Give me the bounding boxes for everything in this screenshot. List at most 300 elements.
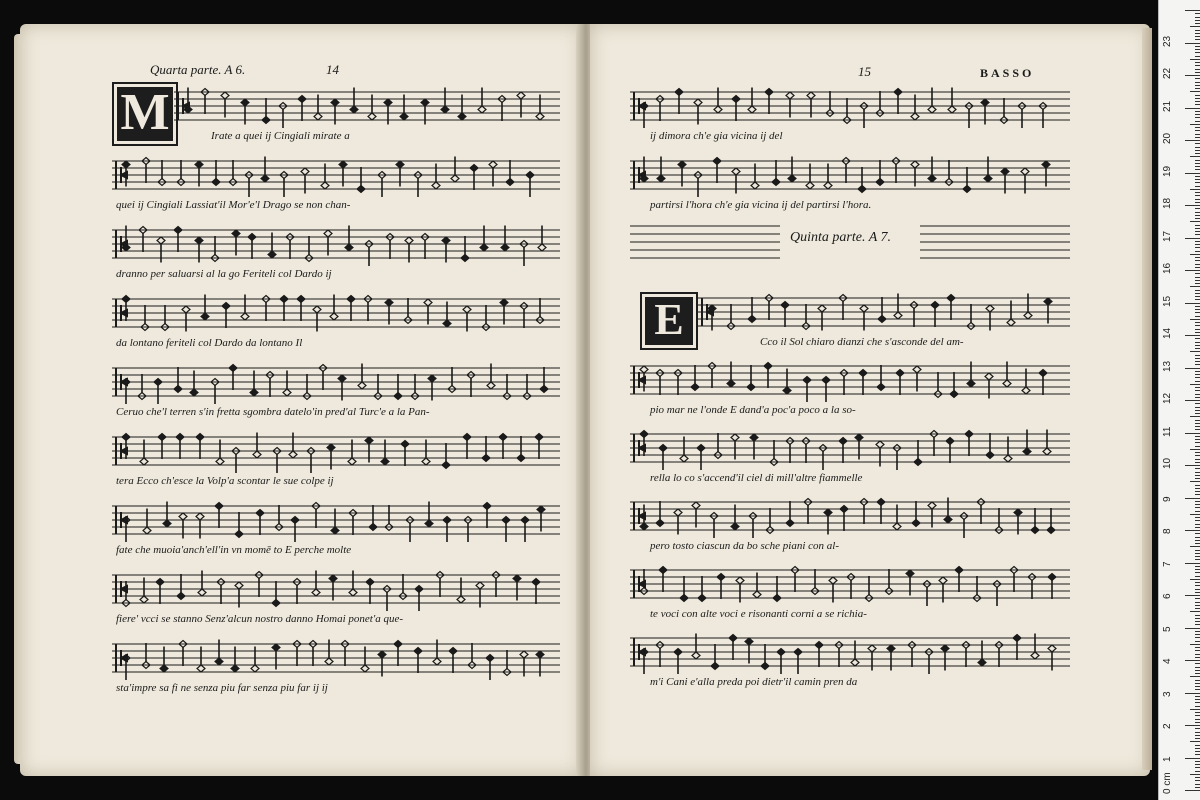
ruler-tick	[1195, 283, 1200, 284]
ruler-tick	[1195, 683, 1200, 684]
ruler-tick	[1195, 358, 1200, 359]
ruler-tick	[1195, 696, 1200, 697]
ruler-number: 0 cm	[1162, 772, 1173, 794]
ruler-tick	[1195, 722, 1200, 723]
ruler-tick	[1195, 251, 1200, 252]
ruler-tick	[1195, 338, 1200, 339]
ruler-tick	[1185, 303, 1200, 304]
music-staff	[112, 151, 560, 199]
ruler-tick	[1195, 689, 1200, 690]
ruler-tick	[1195, 264, 1200, 265]
ruler-tick	[1195, 361, 1200, 362]
ruler-tick	[1195, 199, 1200, 200]
ruler-tick	[1185, 758, 1200, 759]
lyric-line: tera Ecco ch'esce la Volp'a scontar le sue colpe ij	[116, 475, 334, 487]
ruler-tick	[1195, 702, 1200, 703]
ruler-tick	[1185, 433, 1200, 434]
ruler-tick	[1190, 774, 1200, 775]
ruler-tick	[1185, 43, 1200, 44]
ruler-tick	[1185, 498, 1200, 499]
ruler-tick	[1185, 335, 1200, 336]
ruler-tick	[1190, 351, 1200, 352]
ruler-tick	[1195, 150, 1200, 151]
ruler-tick	[1190, 644, 1200, 645]
lyric-line: quei ij Cingiali Lassiat'il Mor'e'l Drago se non chan-	[116, 199, 351, 211]
ruler-tick	[1195, 179, 1200, 180]
ruler-number: 17	[1162, 230, 1173, 242]
ruler-tick	[1195, 517, 1200, 518]
ruler-tick	[1195, 475, 1200, 476]
ruler-tick	[1195, 153, 1200, 154]
ruler-tick	[1195, 316, 1200, 317]
ruler-tick	[1190, 156, 1200, 157]
ruler-number: 9	[1162, 495, 1173, 502]
lyric-line: sta'impre sa fi ne senza piu far senza piu far ij ij	[116, 682, 328, 694]
ruler-tick	[1195, 605, 1200, 606]
ruler-tick	[1195, 442, 1200, 443]
ruler-tick	[1195, 36, 1200, 37]
ruler-tick	[1195, 556, 1200, 557]
ruler-tick	[1195, 101, 1200, 102]
ruler-tick	[1195, 706, 1200, 707]
ruler-tick	[1185, 400, 1200, 401]
voice-label: BASSO	[980, 66, 1035, 80]
ruler-tick	[1195, 738, 1200, 739]
ruler-number: 23	[1162, 35, 1173, 47]
ruler-tick	[1195, 277, 1200, 278]
ruler-number: 6	[1162, 593, 1173, 599]
ruler-tick	[1195, 403, 1200, 404]
ruler-tick	[1195, 296, 1200, 297]
ruler-tick	[1195, 342, 1200, 343]
ruler-number: 15	[1162, 295, 1173, 307]
ruler-tick	[1195, 654, 1200, 655]
music-staff	[174, 82, 560, 130]
ruler-tick	[1195, 735, 1200, 736]
ruler-tick	[1190, 514, 1200, 515]
ruler-tick	[1195, 767, 1200, 768]
ruler-tick	[1195, 699, 1200, 700]
ruler-tick	[1195, 592, 1200, 593]
empty-staff	[630, 222, 1070, 262]
ruler-tick	[1195, 524, 1200, 525]
ruler-tick	[1195, 423, 1200, 424]
ruler-tick	[1195, 771, 1200, 772]
ruler-tick	[1195, 491, 1200, 492]
ruler-tick	[1195, 163, 1200, 164]
ruler-tick	[1195, 33, 1200, 34]
ruler-tick	[1195, 111, 1200, 112]
ruler-tick	[1185, 790, 1200, 791]
ruler-tick	[1195, 381, 1200, 382]
music-staff	[112, 496, 560, 544]
ruler-tick	[1190, 254, 1200, 255]
ruler-tick	[1195, 247, 1200, 248]
section-title: Quinta parte. A 7.	[790, 230, 891, 245]
ruler-tick	[1195, 680, 1200, 681]
ruler-tick	[1195, 293, 1200, 294]
ruler-tick	[1195, 13, 1200, 14]
ruler-tick	[1195, 439, 1200, 440]
music-staff	[630, 560, 1070, 608]
ruler-tick	[1195, 468, 1200, 469]
ruler-tick	[1195, 98, 1200, 99]
ruler-tick	[1195, 364, 1200, 365]
ruler-tick	[1190, 481, 1200, 482]
ruler-tick	[1190, 709, 1200, 710]
ruler-tick	[1195, 585, 1200, 586]
ruler-tick	[1195, 501, 1200, 502]
ruler-tick	[1195, 413, 1200, 414]
ruler-tick	[1195, 241, 1200, 242]
ruler-tick	[1185, 595, 1200, 596]
ruler-tick	[1195, 504, 1200, 505]
ruler-tick	[1195, 598, 1200, 599]
ruler-number: 12	[1162, 392, 1173, 404]
ruler-tick	[1190, 319, 1200, 320]
ruler-tick	[1195, 745, 1200, 746]
ruler-tick	[1195, 143, 1200, 144]
ruler-tick	[1195, 186, 1200, 187]
ruler-tick	[1195, 374, 1200, 375]
ruler-tick	[1195, 30, 1200, 31]
ruler-tick	[1195, 345, 1200, 346]
ruler-tick	[1195, 49, 1200, 50]
ruler-tick	[1195, 488, 1200, 489]
music-staff	[630, 424, 1070, 472]
ruler-tick	[1195, 195, 1200, 196]
lyric-line: te voci con alte voci e risonanti corni a se richia-	[650, 608, 867, 620]
ruler-tick	[1190, 286, 1200, 287]
ruler-tick	[1195, 52, 1200, 53]
right-page	[590, 24, 1150, 776]
lyric-line: fiere' vcci se stanno Senz'alcun nostro danno Homai ponet'a que-	[116, 613, 403, 625]
ruler-tick	[1195, 88, 1200, 89]
ruler-tick	[1185, 725, 1200, 726]
ruler-tick	[1195, 137, 1200, 138]
ruler-tick	[1195, 208, 1200, 209]
ruler-tick	[1190, 59, 1200, 60]
lyric-line: fate che muoia'anch'ell'in vn momē to E perche molte	[116, 544, 352, 556]
ruler-tick	[1195, 459, 1200, 460]
open-book	[14, 24, 1150, 776]
ruler-tick	[1195, 134, 1200, 135]
ruler-tick	[1195, 182, 1200, 183]
ruler-tick	[1195, 618, 1200, 619]
ruler-tick	[1195, 582, 1200, 583]
ruler-tick	[1195, 267, 1200, 268]
ruler-tick	[1195, 637, 1200, 638]
left-page	[20, 24, 582, 776]
ruler-tick	[1195, 533, 1200, 534]
ruler-tick	[1195, 202, 1200, 203]
ruler-tick	[1195, 589, 1200, 590]
ruler-tick	[1195, 673, 1200, 674]
music-staff	[698, 288, 1070, 336]
ruler-tick	[1195, 348, 1200, 349]
ruler-tick	[1195, 218, 1200, 219]
ruler-tick	[1190, 221, 1200, 222]
ruler-tick	[1195, 371, 1200, 372]
ruler-number: 1	[1162, 755, 1173, 762]
ruler-tick	[1195, 764, 1200, 765]
ruler-tick	[1195, 719, 1200, 720]
ruler-tick	[1195, 641, 1200, 642]
ruler-tick	[1195, 426, 1200, 427]
ruler-tick	[1195, 715, 1200, 716]
ruler-tick	[1195, 780, 1200, 781]
lyric-line: Cco il Sol chiaro dianzi che s'asconde del am-	[760, 336, 964, 348]
ruler-tick	[1185, 75, 1200, 76]
ruler-tick	[1195, 46, 1200, 47]
ruler-tick	[1185, 270, 1200, 271]
music-staff	[630, 628, 1070, 676]
ruler-tick	[1195, 650, 1200, 651]
ruler-tick	[1195, 429, 1200, 430]
ruler-tick	[1195, 332, 1200, 333]
ruler-tick	[1195, 160, 1200, 161]
ruler-number: 10	[1162, 457, 1173, 469]
ruler-number: 14	[1162, 327, 1173, 339]
ruler-number: 4	[1162, 658, 1173, 664]
ruler-tick	[1190, 449, 1200, 450]
ruler-tick	[1195, 670, 1200, 671]
ruler-tick	[1195, 520, 1200, 521]
measuring-ruler	[1158, 0, 1200, 800]
ruler-tick	[1195, 446, 1200, 447]
ruler-tick	[1195, 72, 1200, 73]
ruler-tick	[1195, 761, 1200, 762]
ruler-tick	[1195, 569, 1200, 570]
ruler-tick	[1195, 543, 1200, 544]
ruler-tick	[1195, 257, 1200, 258]
ruler-tick	[1195, 78, 1200, 79]
lyric-line: ij dimora ch'e gia vicina ij del	[650, 130, 783, 142]
ruler-number: 11	[1162, 426, 1173, 437]
music-staff	[630, 151, 1070, 199]
ruler-tick	[1195, 215, 1200, 216]
music-staff	[112, 289, 560, 337]
ruler-tick	[1195, 462, 1200, 463]
music-staff	[112, 220, 560, 268]
ruler-tick	[1195, 624, 1200, 625]
ruler-tick	[1195, 410, 1200, 411]
ruler-tick	[1195, 748, 1200, 749]
ruler-tick	[1195, 306, 1200, 307]
ruler-tick	[1195, 329, 1200, 330]
ruler-tick	[1195, 234, 1200, 235]
ruler-tick	[1195, 127, 1200, 128]
ruler-tick	[1190, 579, 1200, 580]
ruler-tick	[1195, 95, 1200, 96]
ruler-tick	[1195, 85, 1200, 86]
ruler-tick	[1195, 559, 1200, 560]
ruler-tick	[1195, 615, 1200, 616]
ruler-tick	[1195, 787, 1200, 788]
ruler-tick	[1195, 176, 1200, 177]
ruler-tick	[1190, 384, 1200, 385]
book-edge-right	[1142, 28, 1152, 770]
ruler-tick	[1195, 39, 1200, 40]
ruler-tick	[1195, 309, 1200, 310]
ruler-tick	[1195, 540, 1200, 541]
ruler-number: 20	[1162, 132, 1173, 144]
ruler-tick	[1185, 660, 1200, 661]
ruler-tick	[1185, 368, 1200, 369]
ruler-number: 16	[1162, 262, 1173, 274]
left-header-part: Quarta parte. A 6.	[150, 62, 246, 77]
ruler-tick	[1190, 611, 1200, 612]
ruler-tick	[1195, 667, 1200, 668]
ruler-tick	[1195, 754, 1200, 755]
ruler-tick	[1185, 108, 1200, 109]
ruler-tick	[1195, 657, 1200, 658]
ruler-tick	[1195, 784, 1200, 785]
ruler-tick	[1195, 732, 1200, 733]
ruler-tick	[1195, 69, 1200, 70]
ruler-tick	[1195, 104, 1200, 105]
ruler-tick	[1195, 712, 1200, 713]
ruler-tick	[1190, 91, 1200, 92]
lyric-line: dranno per saluarsi al la go Feriteli col Dardo ij	[116, 268, 332, 280]
ruler-number: 3	[1162, 690, 1173, 697]
ruler-number: 22	[1162, 67, 1173, 79]
ruler-tick	[1185, 563, 1200, 564]
ruler-tick	[1195, 117, 1200, 118]
ruler-tick	[1195, 511, 1200, 512]
ruler-tick	[1195, 147, 1200, 148]
music-staff	[112, 565, 560, 613]
ruler-tick	[1195, 192, 1200, 193]
ruler-tick	[1195, 485, 1200, 486]
ruler-tick	[1195, 273, 1200, 274]
ruler-tick	[1195, 299, 1200, 300]
ruler-tick	[1195, 169, 1200, 170]
ruler-number: 8	[1162, 528, 1173, 534]
ruler-tick	[1195, 62, 1200, 63]
ruler-tick	[1195, 121, 1200, 122]
lyric-line: pero tosto ciascun da bo sche piani con al-	[650, 540, 840, 552]
ruler-tick	[1195, 228, 1200, 229]
ruler-number: 21	[1162, 100, 1173, 112]
ruler-tick	[1195, 647, 1200, 648]
ruler-tick	[1195, 576, 1200, 577]
ruler-tick	[1185, 693, 1200, 694]
ruler-tick	[1195, 130, 1200, 131]
ruler-tick	[1195, 663, 1200, 664]
ruler-tick	[1190, 26, 1200, 27]
ruler-number: 13	[1162, 360, 1173, 372]
initial-letter-m: M	[112, 82, 178, 146]
ruler-tick	[1195, 621, 1200, 622]
lyric-line: m'i Cani e'alla preda poi dietr'il camin pren da	[650, 676, 858, 688]
ruler-tick	[1195, 472, 1200, 473]
ruler-tick	[1195, 602, 1200, 603]
ruler-tick	[1195, 312, 1200, 313]
ruler-tick	[1195, 322, 1200, 323]
ruler-tick	[1195, 550, 1200, 551]
ruler-tick	[1195, 23, 1200, 24]
ruler-tick	[1195, 231, 1200, 232]
lyric-line: pio mar ne l'onde E dand'a poc'a poco a la so-	[650, 404, 856, 416]
ruler-tick	[1195, 420, 1200, 421]
ruler-tick	[1195, 20, 1200, 21]
ruler-tick	[1195, 82, 1200, 83]
ruler-tick	[1190, 741, 1200, 742]
ruler-tick	[1185, 205, 1200, 206]
ruler-tick	[1195, 325, 1200, 326]
ruler-tick	[1195, 394, 1200, 395]
ruler-tick	[1185, 628, 1200, 629]
ruler-tick	[1195, 751, 1200, 752]
ruler-tick	[1195, 478, 1200, 479]
ruler-tick	[1195, 507, 1200, 508]
lyric-line: rella lo co s'accend'il ciel di mill'altre fiammelle	[650, 472, 863, 484]
ruler-tick	[1195, 166, 1200, 167]
ruler-tick	[1195, 436, 1200, 437]
ruler-tick	[1195, 407, 1200, 408]
ruler-tick	[1185, 140, 1200, 141]
music-staff	[630, 82, 1070, 130]
music-staff	[112, 427, 560, 475]
ruler-tick	[1195, 527, 1200, 528]
ruler-tick	[1185, 238, 1200, 239]
ruler-tick	[1195, 634, 1200, 635]
ruler-tick	[1195, 65, 1200, 66]
ruler-tick	[1190, 416, 1200, 417]
ruler-tick	[1195, 387, 1200, 388]
ruler-tick	[1195, 777, 1200, 778]
ruler-tick	[1195, 631, 1200, 632]
lyric-line: da lontano feriteli col Dardo da lontano Il	[116, 337, 303, 349]
ruler-tick	[1195, 494, 1200, 495]
lyric-line: partirsi l'hora ch'e gia vicina ij del partirsi l'hora.	[650, 199, 872, 211]
ruler-number: 2	[1162, 723, 1173, 729]
ruler-tick	[1195, 17, 1200, 18]
ruler-tick	[1195, 225, 1200, 226]
ruler-number: 7	[1162, 560, 1173, 567]
right-page-number: 15	[858, 64, 871, 79]
ruler-tick	[1190, 546, 1200, 547]
ruler-tick	[1185, 465, 1200, 466]
ruler-number: 18	[1162, 197, 1173, 209]
ruler-tick	[1195, 290, 1200, 291]
ruler-tick	[1195, 114, 1200, 115]
music-staff	[630, 492, 1070, 540]
ruler-tick	[1190, 124, 1200, 125]
ruler-tick	[1195, 260, 1200, 261]
ruler-tick	[1195, 280, 1200, 281]
music-staff	[112, 358, 560, 406]
ruler-tick	[1195, 455, 1200, 456]
ruler-tick	[1195, 377, 1200, 378]
initial-letter-e: E	[640, 292, 698, 350]
ruler-tick	[1195, 212, 1200, 213]
ruler-tick	[1195, 397, 1200, 398]
ruler-tick	[1185, 530, 1200, 531]
ruler-tick	[1195, 566, 1200, 567]
ruler-tick	[1195, 452, 1200, 453]
ruler-tick	[1185, 173, 1200, 174]
ruler-tick	[1190, 189, 1200, 190]
ruler-tick	[1195, 728, 1200, 729]
lyric-line: Ceruo che'l terren s'in fretta sgombra datelo'in pred'al Turc'e a la Pan-	[116, 406, 430, 418]
ruler-tick	[1190, 676, 1200, 677]
ruler-number: 5	[1162, 625, 1173, 632]
left-page-number: 14	[326, 62, 339, 77]
music-staff	[630, 356, 1070, 404]
ruler-tick	[1195, 686, 1200, 687]
